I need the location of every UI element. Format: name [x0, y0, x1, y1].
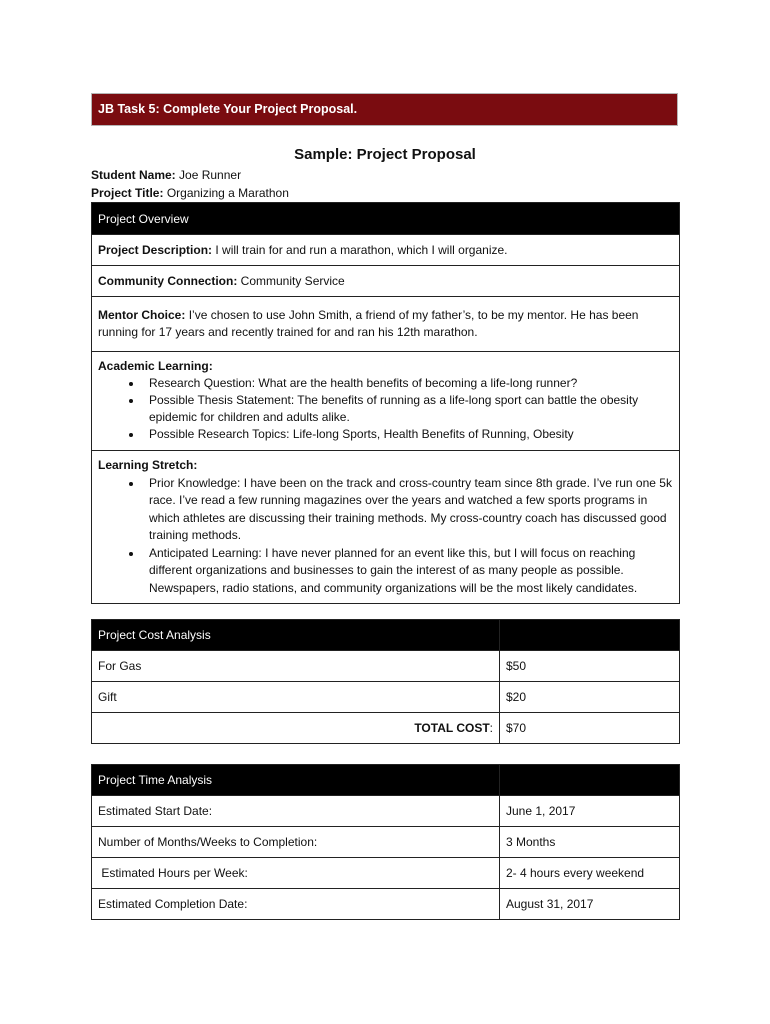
time-label: Estimated Completion Date: [92, 889, 500, 920]
table-row [92, 889, 680, 920]
project-title-value: Organizing a Marathon [166, 186, 289, 200]
table-row [92, 651, 680, 682]
student-name-value: Joe Runner [179, 168, 242, 182]
list-item: • Research Question: What are the health benefits of becoming a life-long runner? [143, 375, 673, 392]
cost-amount: $50 [500, 651, 680, 682]
project-title-line [91, 186, 289, 200]
academic-learning-row [92, 352, 680, 451]
community-row [92, 266, 680, 297]
community-label: Community Connection: [98, 274, 238, 288]
mentor-label: Mentor Choice: [98, 308, 186, 322]
page-title: Sample: Project Proposal [294, 146, 476, 163]
list-item: • Possible Research Topics: Life-long Sports, Health Benefits of Running, Obesity [143, 426, 673, 443]
learning-stretch-row [92, 451, 680, 604]
total-value: $70 [500, 713, 680, 744]
total-row [92, 713, 680, 744]
student-name-label: Student Name: [91, 168, 176, 182]
time-value: June 1, 2017 [500, 796, 680, 827]
time-value: 3 Months [500, 827, 680, 858]
overview-header: Project Overview [92, 203, 680, 235]
stretch-label: Learning Stretch: [98, 458, 198, 472]
list-item: • Anticipated Learning: I have never planned for an event like this, but I will focus on reaching different organizations and businesses to gain the interest of as many people as possible. Newspapers, radio stations, and community organizations will be the most likely candidates. [143, 545, 673, 598]
table-row [92, 858, 680, 889]
table-row [92, 796, 680, 827]
time-header: Project Time Analysis [92, 765, 500, 796]
time-label: Estimated Hours per Week: [92, 858, 500, 889]
mentor-value: I’ve chosen to use John Smith, a friend of my father’s, to be my mentor. He has been running for 17 years and recently trained for and ran his 12th marathon. [98, 308, 639, 339]
academic-label: Academic Learning: [98, 359, 213, 373]
project-cost-table [91, 619, 680, 744]
list-item: • Prior Knowledge: I have been on the track and cross-country team since 8th grade. I’ve run one 5k race. I’ve read a few running magazines over the years and watched a few sports programs in which athletes are discussing their training methods. My cross-country coach has discussed good training methods. [143, 475, 673, 545]
total-label-cell [92, 713, 500, 744]
cost-header-blank [500, 620, 680, 651]
total-colon: : [489, 721, 493, 735]
cost-item: For Gas [92, 651, 500, 682]
time-value: 2- 4 hours every weekend [500, 858, 680, 889]
student-name-line [91, 168, 241, 182]
project-overview-table [91, 202, 680, 604]
table-row [92, 682, 680, 713]
time-label: Estimated Start Date: [92, 796, 500, 827]
description-row [92, 235, 680, 266]
total-label: TOTAL COST [414, 721, 490, 735]
time-label: Number of Months/Weeks to Completion: [92, 827, 500, 858]
project-title-label: Project Title: [91, 186, 164, 200]
description-value: I will train for and run a marathon, which I will organize. [215, 243, 508, 257]
project-time-table [91, 764, 680, 920]
task-banner: JB Task 5: Complete Your Project Proposal. [91, 93, 678, 126]
cost-item: Gift [92, 682, 500, 713]
time-value: August 31, 2017 [500, 889, 680, 920]
cost-amount: $20 [500, 682, 680, 713]
mentor-row [92, 297, 680, 352]
table-row [92, 827, 680, 858]
time-header-blank [500, 765, 680, 796]
list-item: • Possible Thesis Statement: The benefits of running as a life-long sport can battle the obesity epidemic for children and adults alike. [143, 392, 673, 426]
cost-header: Project Cost Analysis [92, 620, 500, 651]
description-label: Project Description: [98, 243, 213, 257]
community-value: Community Service [240, 274, 345, 288]
